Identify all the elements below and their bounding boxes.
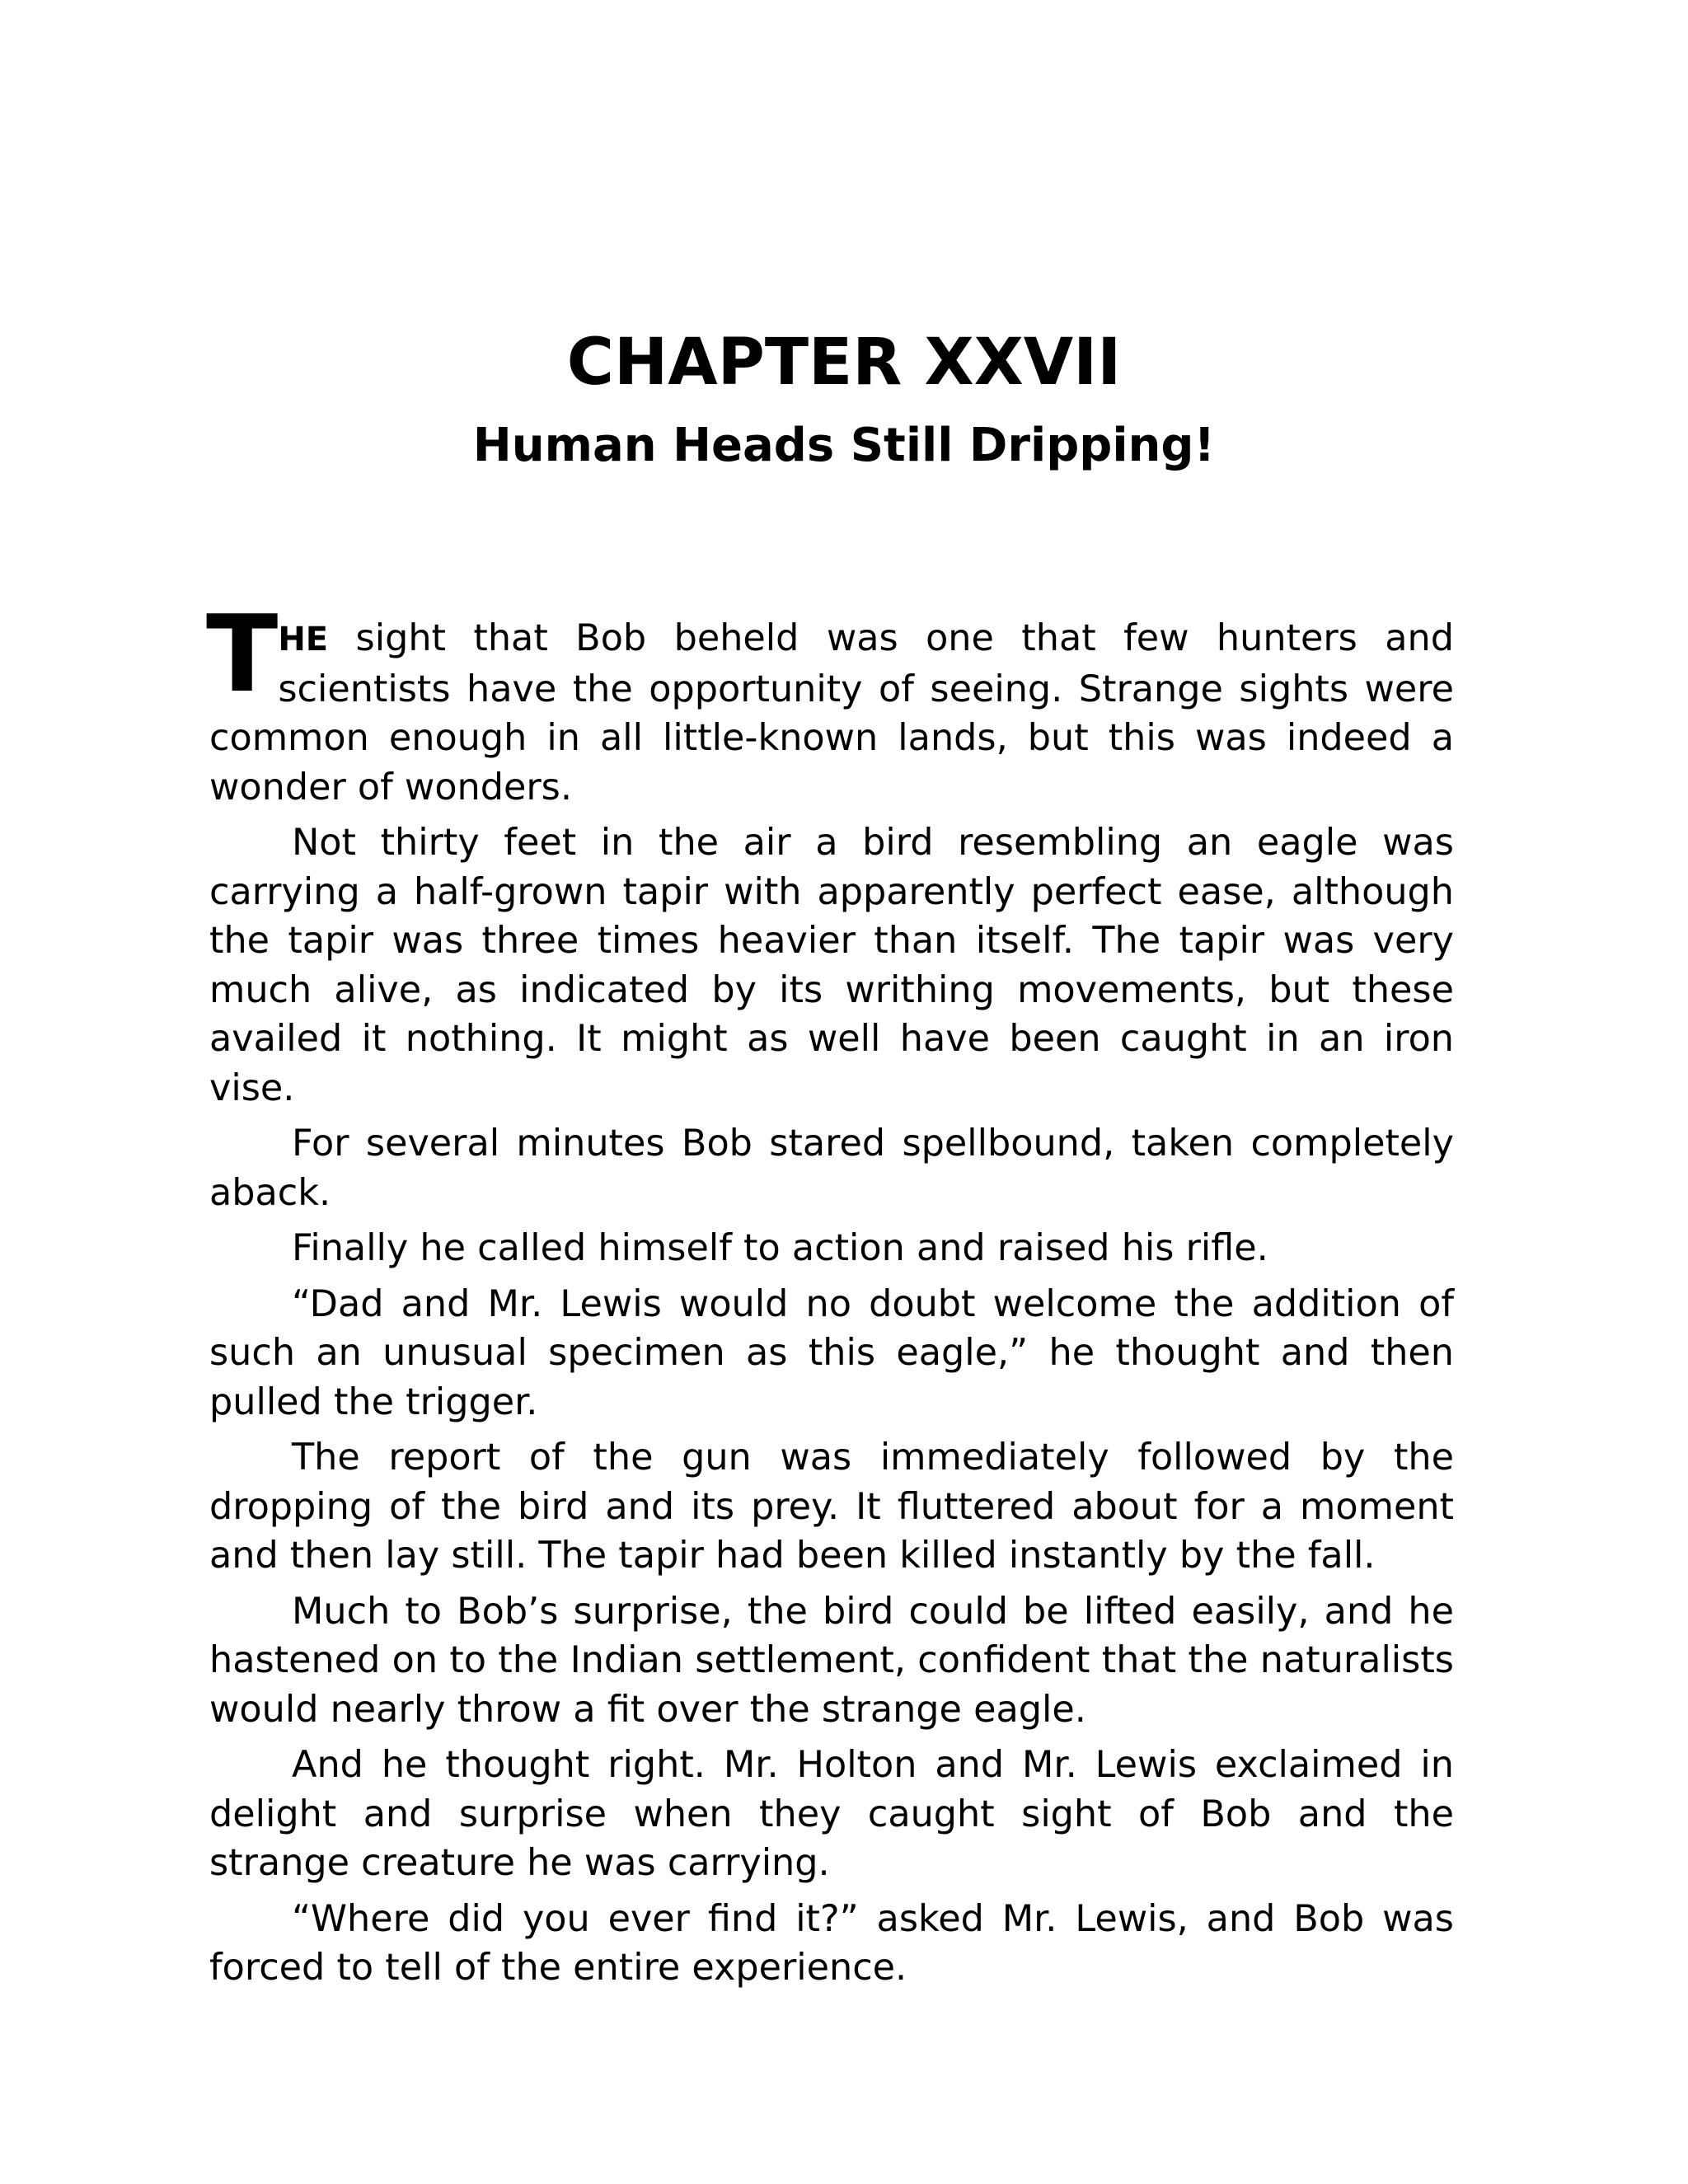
chapter-body — [206, 593, 1454, 1999]
paragraph-2: Not thirty feet in the air a bird resembling an eagle was carrying a half-grown tapir with apparently perfect ease, although the tapir was three times heavier than itself. The tapir was very much alive, as indicated by its writhing movements, but these availed it nothing. It might as well have been caught in an iron vise. — [209, 822, 1454, 1109]
chapter-number: CHAPTER XXVII — [566, 326, 1122, 400]
paragraph-7: Much to Bob’s surprise, the bird could be lifted easily, and he hastened on to the Indian settlement, confident that the naturalists would nearly throw a fit over the strange eagle. — [209, 1590, 1454, 1731]
drop-cap: T — [206, 593, 279, 716]
paragraph-3: For several minutes Bob stared spellbound, taken completely aback. — [209, 1122, 1454, 1214]
paragraph-1-text: sight that Bob beheld was one that few hunters and scientists have the opportunity of seeing. Strange sights were common enough in all little-known lands, but this was indeed a wonder of wonders. — [209, 617, 1454, 808]
paragraph-6: The report of the gun was immediately followed by the dropping of the bird and its prey. It fluttered about for a moment and then lay still. The tapir had been killed instantly by the fall. — [209, 1436, 1454, 1577]
chapter-title: Human Heads Still Dripping! — [472, 419, 1216, 472]
paragraph-8: And he thought right. Mr. Holton and Mr. Lewis exclaimed in delight and surprise when they caught sight of Bob and the strange creature he was carrying. — [209, 1744, 1454, 1884]
paragraph-9: “Where did you ever find it?” asked Mr. Lewis, and Bob was forced to tell of the entire experience. — [209, 1897, 1454, 1989]
lead-caps: HE — [278, 621, 329, 658]
paragraph-1 — [206, 593, 1454, 812]
paragraph-4: Finally he called himself to action and raised his rifle. — [292, 1227, 1268, 1269]
paragraph-5: “Dad and Mr. Lewis would no doubt welcome the addition of such an unusual specimen as this eagle,” he thought and then pulled the trigger. — [209, 1282, 1454, 1423]
